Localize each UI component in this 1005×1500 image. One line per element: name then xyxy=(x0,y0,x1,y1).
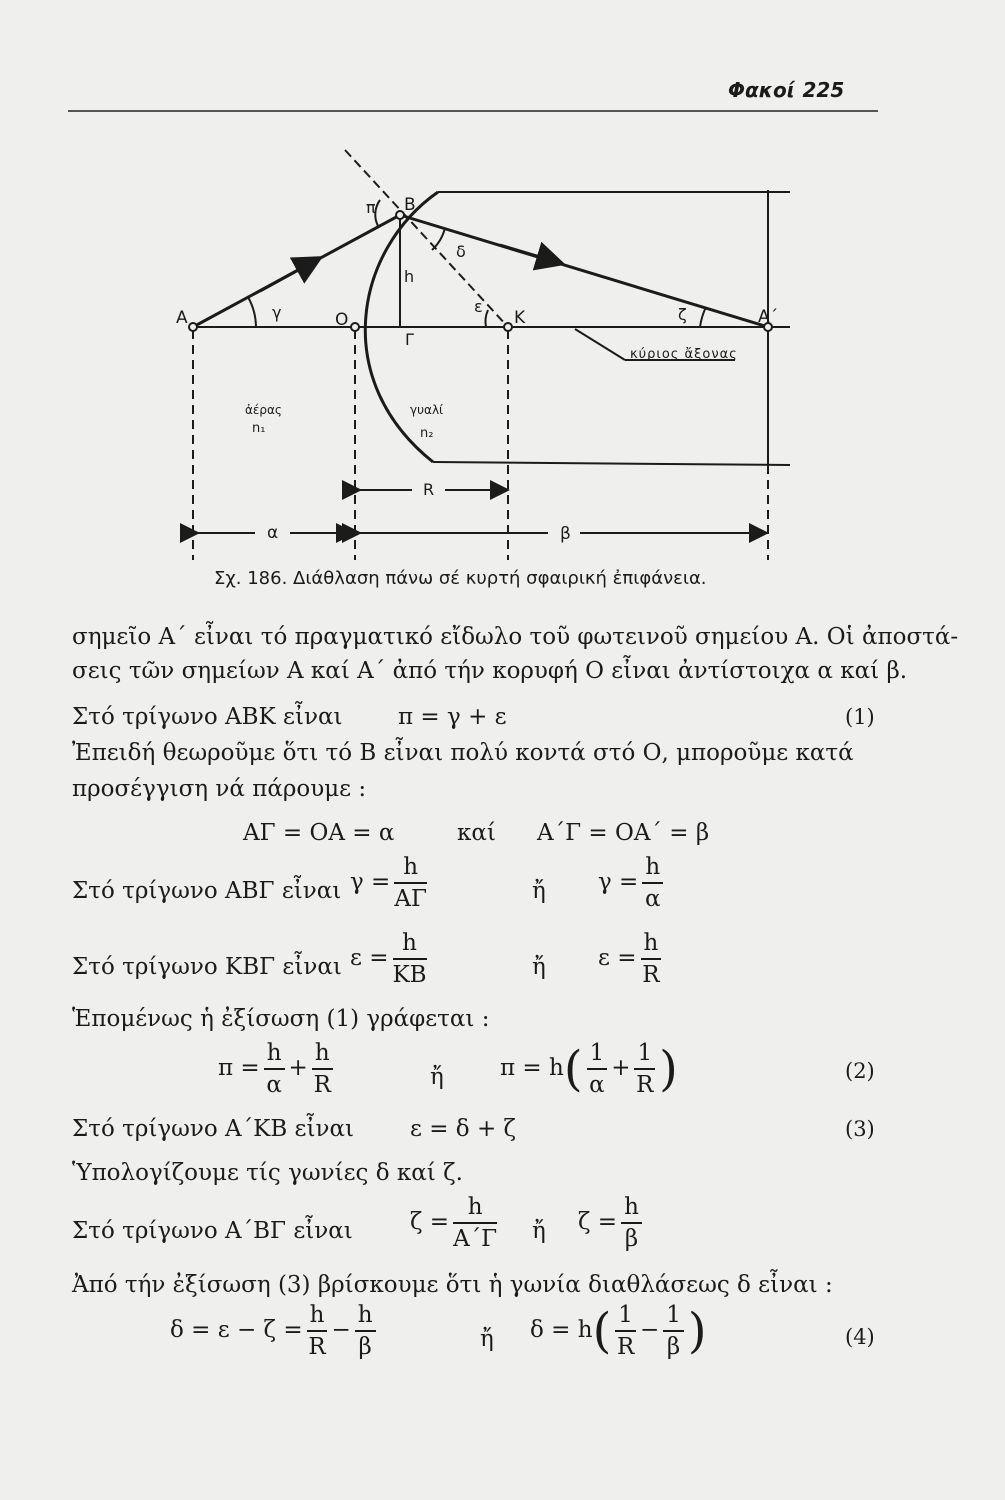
open-paren: ( xyxy=(592,1303,612,1359)
label-gamma: γ xyxy=(272,303,282,322)
numerator: h xyxy=(641,928,662,960)
delta-eq-a xyxy=(170,1300,380,1362)
or-word-5: ἤ xyxy=(480,1326,494,1352)
denominator: β xyxy=(666,1334,681,1360)
fraction-1-over-R xyxy=(615,1300,636,1362)
label-epsilon: ε xyxy=(474,297,483,316)
equation-3: ε = δ + ζ xyxy=(410,1116,517,1142)
label-h: h xyxy=(404,267,415,286)
label-beta: β xyxy=(560,524,571,544)
or-word-3: ἤ xyxy=(430,1064,444,1090)
label-A: A xyxy=(176,308,188,328)
numerator: 1 xyxy=(663,1300,684,1332)
gamma-symbol: γ = xyxy=(350,869,391,895)
numerator: 1 xyxy=(615,1300,636,1332)
header-title: Φακοί xyxy=(728,78,795,102)
para2-line2: προσέγγιση νά πάρουμε : xyxy=(72,776,367,802)
abg-label: Στό τρίγωνο ΑΒΓ εἶναι xyxy=(72,878,342,904)
label-n2: n₂ xyxy=(420,426,434,441)
epsilon-eq-a xyxy=(350,928,431,990)
fraction-h-over-KB xyxy=(393,928,427,990)
page-number: 225 xyxy=(802,78,845,102)
close-paren: ) xyxy=(687,1303,707,1359)
denominator: R xyxy=(313,1072,331,1098)
fraction-1-over-beta xyxy=(663,1300,684,1362)
point-K xyxy=(504,323,512,331)
numerator: h xyxy=(355,1300,376,1332)
akb-label: Στό τρίγωνο Α΄ΚΒ εἶναι xyxy=(72,1116,355,1142)
label-Gamma: Γ xyxy=(405,330,414,349)
denominator: α xyxy=(266,1072,282,1098)
from3-line: Ἀπό τήν ἐξίσωση (3) βρίσκουμε ὅτι ἡ γωνία διαθλάσεως δ εἶναι : xyxy=(72,1272,833,1298)
fraction-h-over-beta xyxy=(621,1192,642,1254)
numerator: h xyxy=(621,1192,642,1224)
equation-1: π = γ + ε xyxy=(398,704,507,730)
label-K: K xyxy=(514,308,526,328)
denominator: β xyxy=(358,1334,372,1360)
arc-epsilon xyxy=(485,310,488,327)
denominator: R xyxy=(636,1072,654,1098)
approx-eq-2: Α΄Γ = ΟΑ΄ = β xyxy=(537,820,710,846)
fraction-h-over-R xyxy=(312,1038,333,1100)
close-paren: ) xyxy=(659,1041,678,1097)
label-Aprime: A΄ xyxy=(758,307,779,327)
and-word: καί xyxy=(457,820,496,846)
delta-h: δ = h xyxy=(530,1317,593,1343)
label-B: B xyxy=(404,195,416,215)
epsilon-symbol: ε = xyxy=(598,945,637,971)
denominator: Α΄Γ xyxy=(453,1226,498,1252)
fraction-h-over-alpha xyxy=(264,1038,285,1100)
para2-line1: Ἐπειδή θεωροῦμε ὅτι τό Β εἶναι πολύ κοντά στό Ο, μποροῦμε κατά xyxy=(72,740,854,766)
minus-sign: − xyxy=(639,1317,660,1343)
or-word-2: ἤ xyxy=(532,954,546,980)
glass-bottom-edge xyxy=(433,462,790,465)
fraction-h-over-AG xyxy=(394,852,427,914)
or-word-1: ἤ xyxy=(532,878,546,904)
denominator: β xyxy=(624,1226,639,1252)
label-air: ἀέρας xyxy=(245,403,282,417)
axis-pointer xyxy=(575,329,625,360)
pi-eq-a xyxy=(218,1038,337,1100)
para1-line2: σεις τῶν σημείων Α καί Α΄ ἀπό τήν κορυφή Ο εἶναι ἀντίστοιχα α καί β. xyxy=(72,658,908,684)
equation-tag-1: (1) xyxy=(845,705,875,729)
numerator: h xyxy=(312,1038,333,1070)
arc-zeta xyxy=(700,307,706,327)
gamma-symbol: γ = xyxy=(598,869,639,895)
label-glass: γυαλί xyxy=(410,403,444,417)
denominator: ΑΓ xyxy=(394,886,427,912)
zeta-eq-a xyxy=(410,1192,501,1254)
delta-chain: δ = ε − ζ = xyxy=(170,1317,303,1343)
label-zeta: ζ xyxy=(678,305,687,324)
plus-sign: + xyxy=(288,1055,308,1081)
label-O: O xyxy=(335,310,349,330)
numerator: 1 xyxy=(634,1038,655,1070)
approx-eq-1: ΑΓ = ΟΑ = α xyxy=(243,820,395,846)
equation-tag-4: (4) xyxy=(845,1325,875,1349)
fraction-1-over-R xyxy=(634,1038,655,1100)
denominator: α xyxy=(589,1072,605,1098)
zeta-symbol: ζ = xyxy=(578,1209,618,1235)
label-pi: π xyxy=(366,198,376,217)
denominator: R xyxy=(616,1334,635,1360)
denominator: R xyxy=(308,1334,326,1360)
numerator: 1 xyxy=(587,1038,608,1070)
numerator: h xyxy=(264,1038,285,1070)
fraction-1-over-alpha xyxy=(587,1038,608,1100)
arc-gamma xyxy=(248,297,256,327)
fraction-h-over-beta xyxy=(355,1300,376,1362)
delta-eq-b xyxy=(530,1300,707,1362)
fraction-h-over-alpha xyxy=(642,852,663,914)
open-paren: ( xyxy=(563,1041,583,1097)
agb-label: Στό τρίγωνο Α΄ΒΓ εἶναι xyxy=(72,1218,353,1244)
label-R: R xyxy=(423,480,435,499)
label-alpha: α xyxy=(267,523,279,543)
incident-ray-arrow xyxy=(260,259,318,291)
point-O xyxy=(351,323,359,331)
fraction-h-over-R xyxy=(307,1300,328,1362)
pi-eq-b xyxy=(500,1038,678,1100)
refracted-ray-arrow xyxy=(500,245,560,263)
compute-line: Ὑπολογίζουμε τίς γωνίες δ καί ζ. xyxy=(72,1160,463,1186)
arc-delta xyxy=(432,228,445,250)
label-axis: κύριος ἄξονας xyxy=(630,347,738,362)
abk-label: Στό τρίγωνο ΑΒΚ εἶναι xyxy=(72,704,343,730)
or-word-4: ἤ xyxy=(532,1218,546,1244)
gamma-eq-a xyxy=(350,852,431,914)
numerator: h xyxy=(307,1300,328,1332)
fraction-h-over-R xyxy=(641,928,662,990)
numerator: h xyxy=(453,1192,497,1224)
numerator: h xyxy=(393,928,427,960)
label-delta: δ xyxy=(456,242,466,261)
label-n1: n₁ xyxy=(252,421,266,436)
fraction-h-over-AprimeG xyxy=(453,1192,497,1254)
equation-tag-3: (3) xyxy=(845,1117,875,1141)
minus-sign: − xyxy=(331,1317,351,1343)
pi-symbol: π = xyxy=(218,1055,260,1081)
kbg-label: Στό τρίγωνο ΚΒΓ εἶναι xyxy=(72,954,342,980)
equation-tag-2: (2) xyxy=(845,1059,875,1083)
therefore-line: Ἑπομένως ἡ ἐξίσωση (1) γράφεται : xyxy=(72,1006,490,1032)
epsilon-symbol: ε = xyxy=(350,945,389,971)
refraction-figure xyxy=(0,0,1005,600)
point-A xyxy=(189,323,197,331)
denominator: α xyxy=(644,886,661,912)
refracted-ray xyxy=(400,215,768,327)
numerator: h xyxy=(642,852,663,884)
zeta-eq-b xyxy=(578,1192,646,1254)
denominator: ΚΒ xyxy=(392,962,427,988)
numerator: h xyxy=(394,852,427,884)
zeta-symbol: ζ = xyxy=(410,1209,450,1235)
arc-pi xyxy=(375,200,380,226)
point-B xyxy=(396,211,404,219)
plus-sign: + xyxy=(611,1055,631,1081)
denominator: R xyxy=(642,962,660,988)
para1-line1: σημεῖο Α΄ εἶναι τό πραγματικό εἴδωλο τοῦ φωτεινοῦ σημείου Α. Οἱ ἀποστά- xyxy=(72,624,959,650)
epsilon-eq-b xyxy=(598,928,665,990)
gamma-eq-b xyxy=(598,852,667,914)
pi-h: π = h xyxy=(500,1055,564,1081)
figure-caption: Σχ. 186. Διάθλαση πάνω σέ κυρτή σφαιρική ἐπιφάνεια. xyxy=(214,568,707,589)
